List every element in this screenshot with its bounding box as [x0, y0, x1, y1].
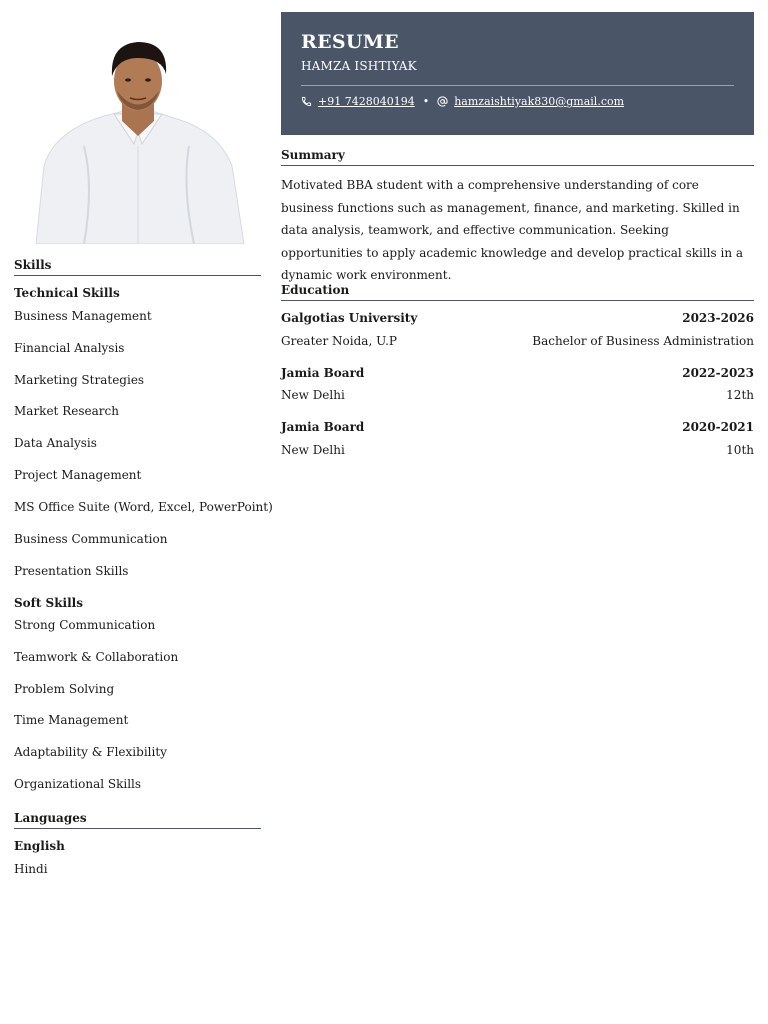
- resume-title: RESUME: [301, 31, 399, 53]
- education-years: 2023-2026: [682, 311, 754, 325]
- education-entry-header: [281, 366, 754, 380]
- education-location: New Delhi: [281, 388, 345, 402]
- profile-photo: [14, 36, 261, 244]
- education-degree: Bachelor of Business Administration: [532, 334, 754, 348]
- education-section-title: Education: [281, 283, 754, 301]
- email-link[interactable]: hamzaishtiyak830@gmail.com: [454, 95, 625, 108]
- technical-skill-item: Data Analysis: [14, 436, 97, 450]
- resume-header: [281, 12, 754, 135]
- candidate-name: HAMZA ISHTIYAK: [301, 59, 417, 73]
- education-years: 2020-2021: [682, 420, 754, 434]
- education-entry-details: [281, 443, 754, 457]
- summary-text: Motivated BBA student with a comprehensive understanding of core business functions such as management, finance, and marketing. Skilled in data analysis, teamwork, and effective communication. Seeking opportunities to apply academic knowledge and develop practical skills in a dynamic work environment.: [281, 178, 744, 282]
- education-entry-header: [281, 311, 754, 325]
- contact-line: [301, 95, 734, 108]
- technical-skill-item: Business Management: [14, 309, 152, 323]
- languages-section-title: Languages: [14, 811, 261, 829]
- soft-skill-item: Organizational Skills: [14, 777, 142, 791]
- technical-skill-item: Project Management: [14, 468, 142, 482]
- education-school: Galgotias University: [281, 311, 418, 325]
- technical-skills-heading: Technical Skills: [14, 286, 120, 300]
- technical-skill-item: Market Research: [14, 404, 119, 418]
- skills-section-title: Skills: [14, 258, 261, 276]
- education-degree: 12th: [726, 388, 754, 402]
- education-location: Greater Noida, U.P: [281, 334, 397, 348]
- technical-skill-item: Business Communication: [14, 532, 168, 546]
- person-photo-illustration: [14, 36, 261, 244]
- contact-separator: •: [422, 95, 430, 108]
- education-entry-header: [281, 420, 754, 434]
- education-degree: 10th: [726, 443, 754, 457]
- soft-skill-item: Strong Communication: [14, 618, 156, 632]
- header-divider: [301, 85, 734, 86]
- language-item: Hindi: [14, 862, 48, 876]
- education-school: Jamia Board: [281, 366, 365, 380]
- technical-skill-item: Financial Analysis: [14, 341, 125, 355]
- soft-skill-item: Problem Solving: [14, 682, 115, 696]
- education-school: Jamia Board: [281, 420, 365, 434]
- education-entry-details: [281, 334, 754, 348]
- phone-link[interactable]: +91 7428040194: [318, 95, 415, 108]
- soft-skill-item: Time Management: [14, 713, 129, 727]
- education-years: 2022-2023: [682, 366, 754, 380]
- summary-section-title: Summary: [281, 148, 754, 166]
- education-location: New Delhi: [281, 443, 345, 457]
- phone-icon: [301, 96, 312, 107]
- technical-skill-item: MS Office Suite (Word, Excel, PowerPoint): [14, 500, 273, 514]
- language-item: English: [14, 839, 65, 853]
- soft-skill-item: Adaptability & Flexibility: [14, 745, 167, 759]
- education-entry-details: [281, 388, 754, 402]
- soft-skills-heading: Soft Skills: [14, 596, 83, 610]
- technical-skill-item: Presentation Skills: [14, 564, 129, 578]
- technical-skill-item: Marketing Strategies: [14, 373, 145, 387]
- at-icon: [437, 96, 448, 107]
- soft-skill-item: Teamwork & Collaboration: [14, 650, 179, 664]
